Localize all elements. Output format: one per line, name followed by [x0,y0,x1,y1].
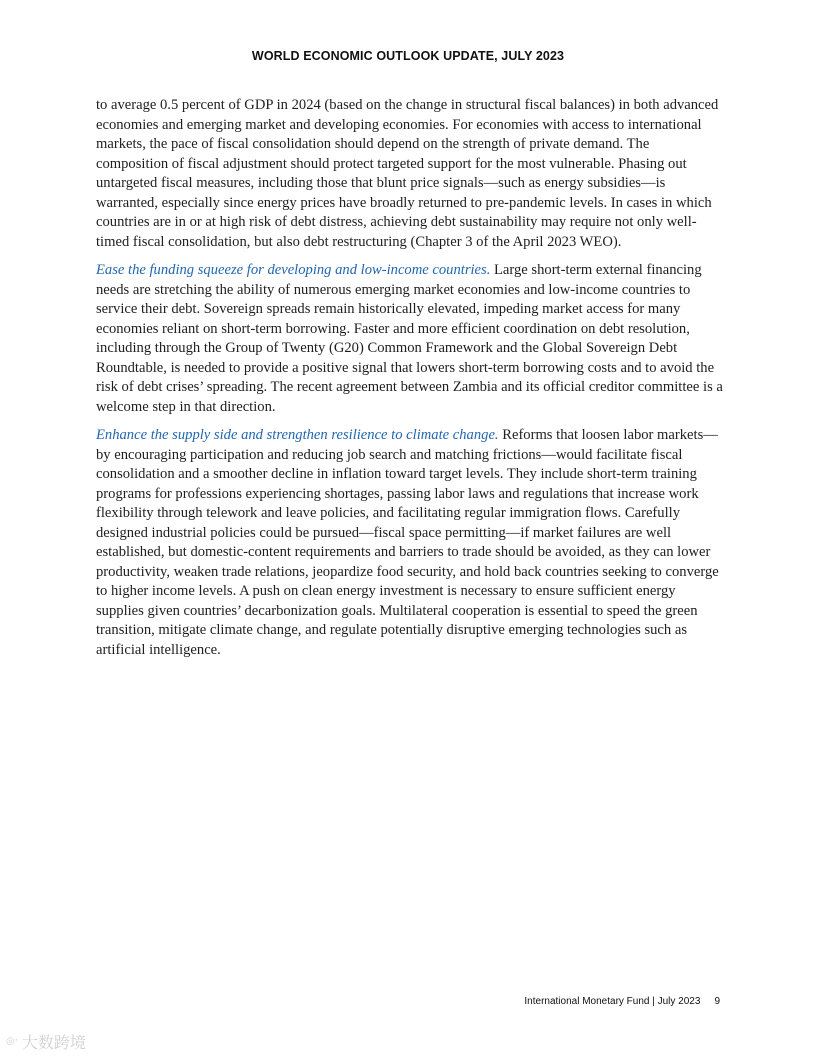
paragraph-lead: Ease the funding squeeze for developing and low-income countries. [96,262,491,278]
watermark-logo-icon: ◎ᐧ [6,1036,18,1047]
watermark [6,1030,86,1053]
page-footer [524,996,720,1007]
paragraph-supply-side [96,426,724,660]
paragraph-lead: Enhance the supply side and strengthen resilience to climate change. [96,427,499,443]
document-body [96,96,724,669]
page-header: WORLD ECONOMIC OUTLOOK UPDATE, JULY 2023 [251,49,565,63]
paragraph-text: Reforms that loosen labor markets—by encouraging participation and reducing job search and matching frictions—would facilitate fiscal consolidation and a smoother decline in inflation toward target levels. They include short-term training programs for professions experiencing shortages, passing labor laws and regulations that increase work flexibility through telework and leave policies, and facilitating regular immigration flows. Carefully designed industrial policies could be pursued—fiscal space permitting—if market failures are well established, but domestic-content requirements and barriers to trade should be avoided, as they can lower productivity, weaken trade relations, jeopardize food security, and hold back countries seeking to converge to higher income levels. A push on clean energy investment is necessary to ensure sufficient energy supplies given countries’ decarbonization goals. Multilateral cooperation is essential to speed the green transition, mitigate climate change, and regulate potentially disruptive emerging technologies such as artificial intelligence. [96,427,719,658]
watermark-text: 大数跨境 [21,1033,86,1052]
footer-source: International Monetary Fund | July 2023 [524,996,701,1007]
paragraph-funding-squeeze [96,261,724,417]
page-number: 9 [714,996,720,1007]
paragraph-text: Large short-term external financing needs are stretching the ability of numerous emerging market economies and low-income countries to service their debt. Sovereign spreads remain historically elevated, impeding market access for many economies reliant on short-term borrowing. Faster and more efficient coordination on debt resolution, including through the Group of Twenty (G20) Common Framework and the Global Sovereign Debt Roundtable, is needed to provide a positive signal that lowers short-term borrowing costs and to avoid the risk of debt crises’ spreading. The recent agreement between Zambia and its official creditor committee is a welcome step in that direction. [96,262,723,415]
paragraph-fiscal-consolidation [96,96,724,252]
paragraph-text: to average 0.5 percent of GDP in 2024 (based on the change in structural fiscal balances) in both advanced economies and emerging market and developing economies. For economies with access to international markets, the pace of fiscal consolidation should depend on the strength of private demand. The composition of fiscal adjustment should protect targeted support for the most vulnerable. Phasing out untargeted fiscal measures, including those that blunt price signals—such as energy subsidies—is warranted, especially since energy prices have broadly returned to pre-pandemic levels. In cases in which countries are in or at high risk of debt distress, achieving debt sustainability may require not only well-timed fiscal consolidation, but also debt restructuring (Chapter 3 of the April 2023 WEO). [96,97,719,250]
